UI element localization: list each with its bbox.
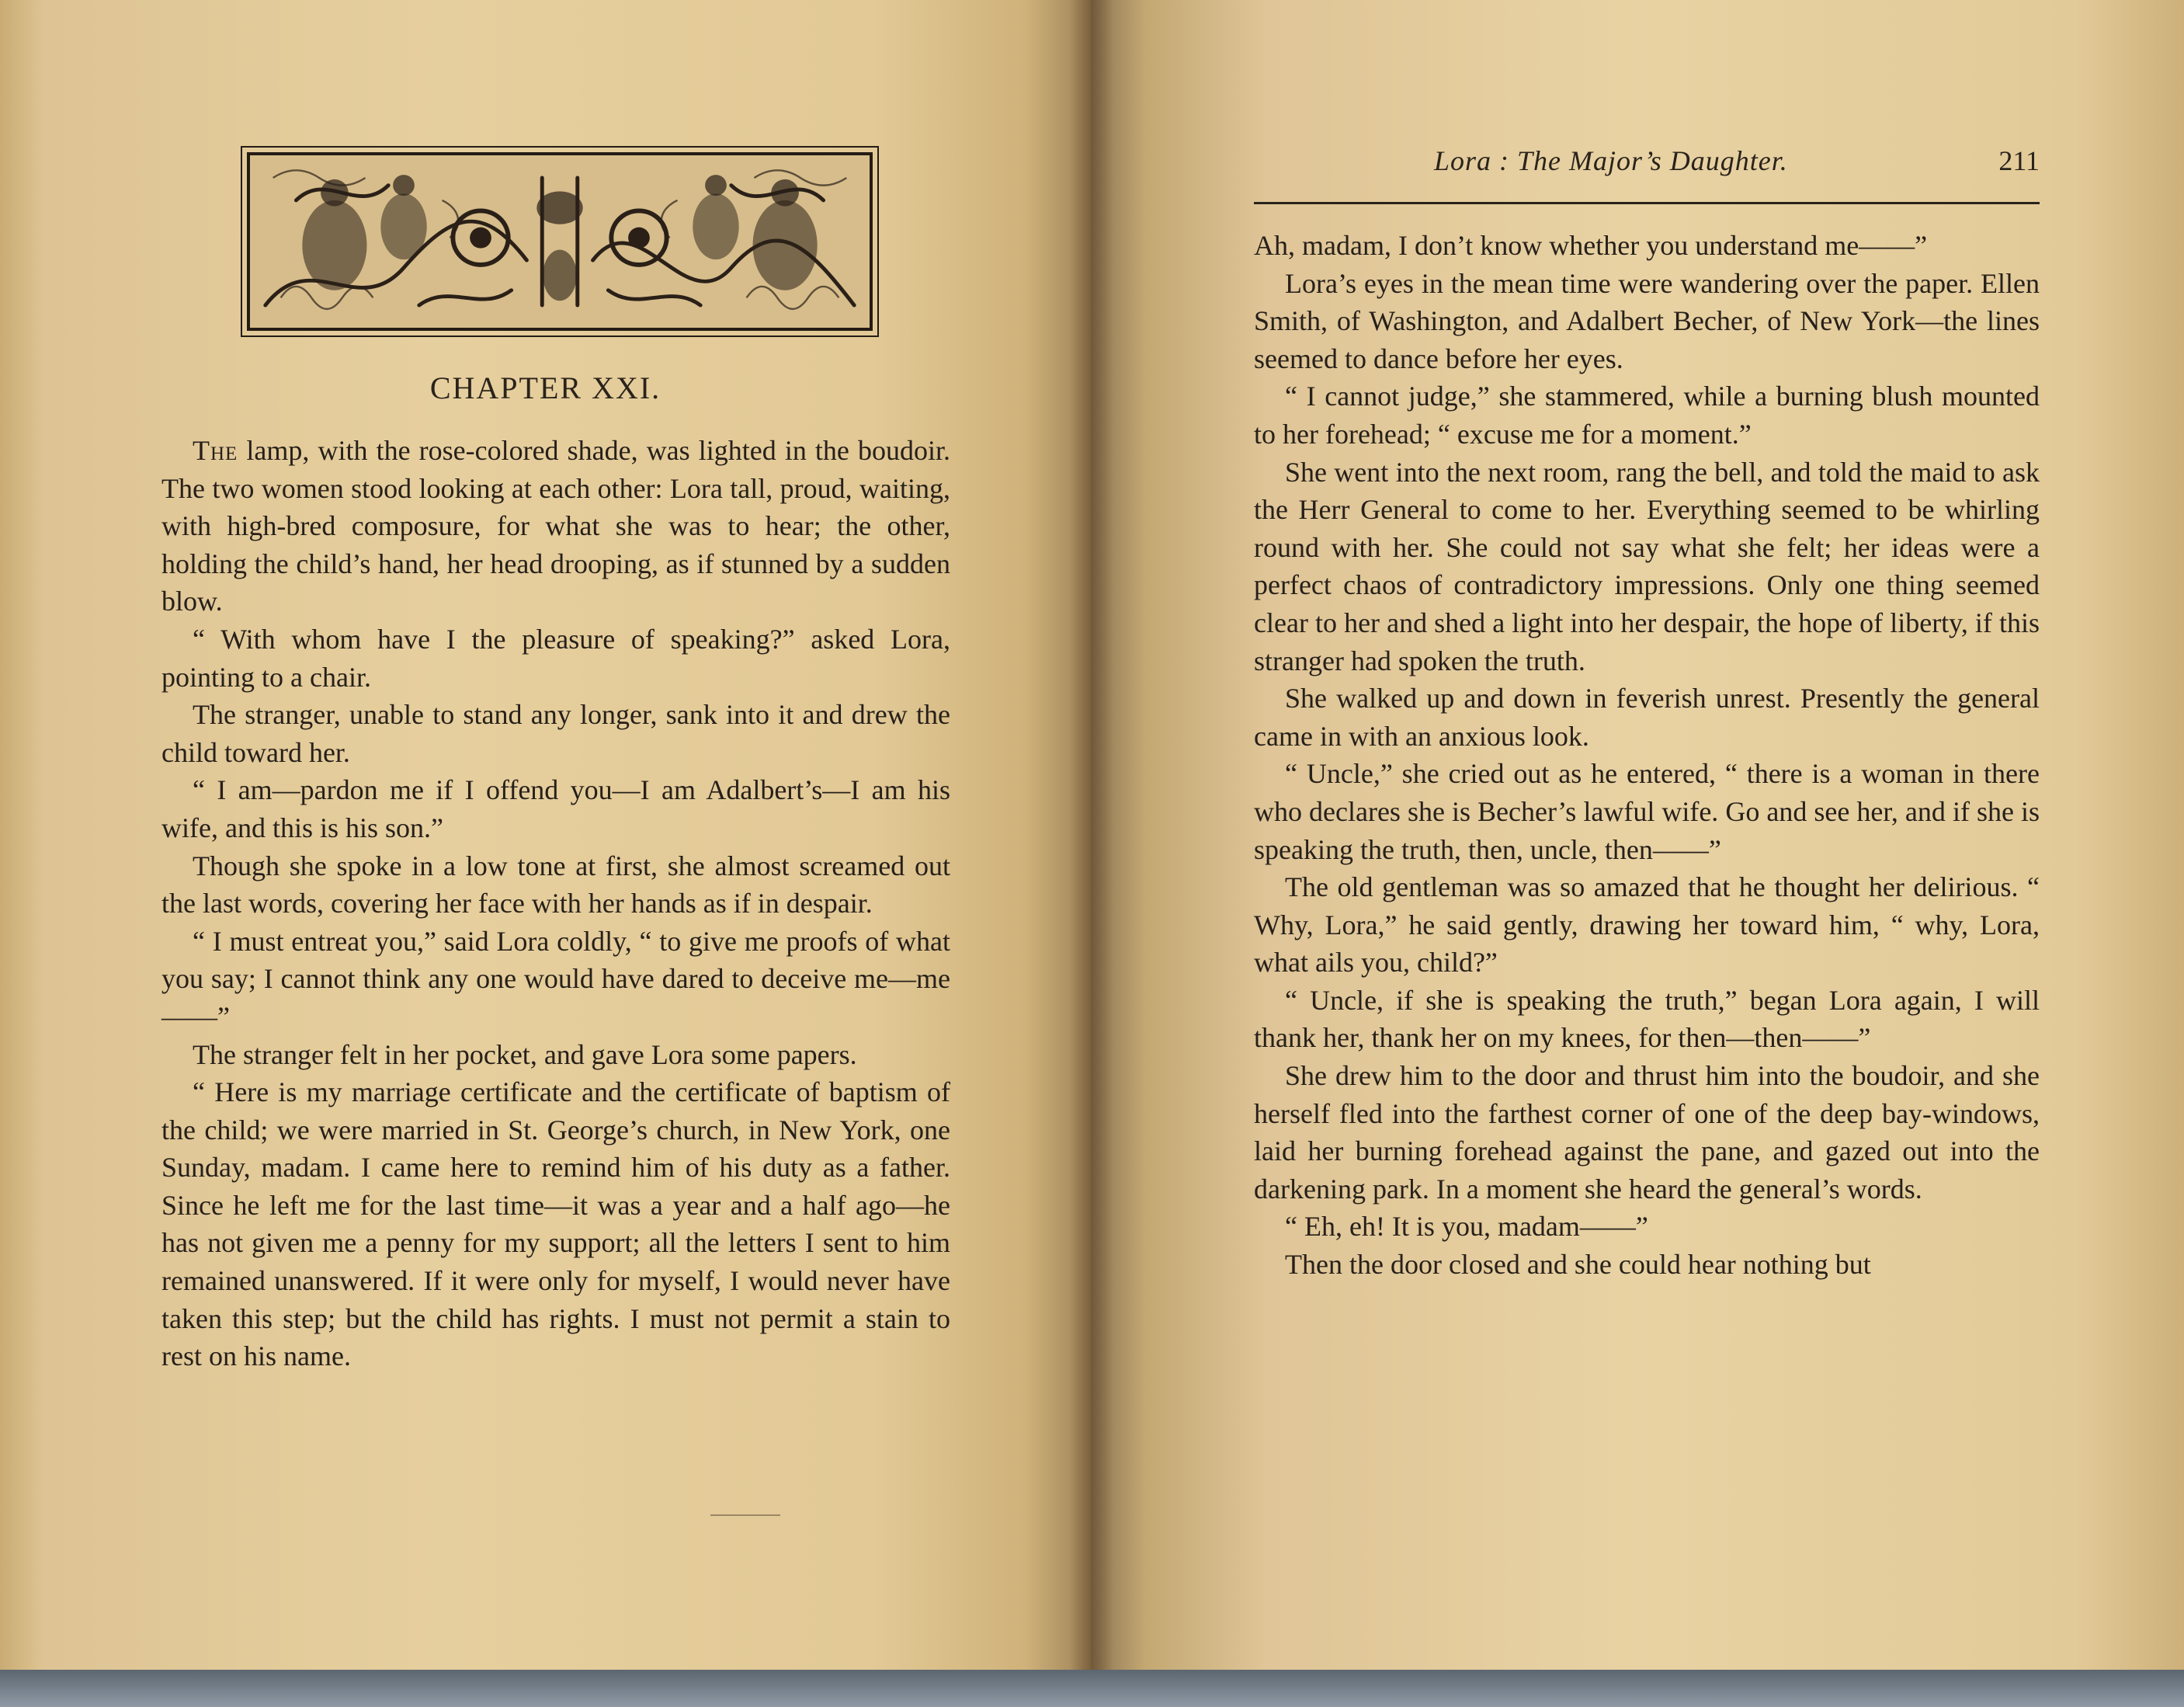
page-end-mark [710,1514,780,1516]
paragraph: She went into the next room, rang the bell, and told the maid to ask the Herr General to come to her. Everything seemed to be whirling round with her. She could not say what she felt; her ideas were a perfect chaos of contradictory impressions. Only one thing seemed clear to her and shed a light into her despair, the hope of liberty, if this stranger had spoken the truth. [1254,456,2040,676]
paragraph: The old gentleman was so amazed that he thought her delirious. “ Why, Lora,” he said gently, drawing her toward him, “ why, Lora, what ails you, child?” [1254,871,2040,979]
paragraph: The stranger felt in her pocket, and gave Lora some papers. [193,1038,857,1070]
paragraph: “ I must entreat you,” said Lora coldly, “ to give me proofs of what you say; I cannot think any one would have dared to deceive me—me——” [161,925,950,1032]
header-rule [1254,202,2040,204]
paragraph: “ Here is my marriage certificate and the certificate of baptism of the child; we were married in St. George’s church, in New York, one Sunday, madam. I came here to remind him of his duty as a father. Since he left me for the last time—it was a year and a half ago—he has not given me a penny for my support; all the letters I sent to him remained unanswered. If it were only for myself, I would never have taken this step; but the child has rights. I must not permit a stain to rest on his name. [161,1076,950,1372]
paragraph-lead-word: The [193,435,238,466]
paragraph: Though she spoke in a low tone at first, she almost screamed out the last words, covering her face with her hands as if in despair. [161,850,950,920]
paragraph-text: lamp, with the rose-colored shade, was lighted in the boudoir. The two women stood looking at each other: Lora tall, proud, waiting, with high-bred composure, for what she was to hear; the other, holding the child’s hand, her head drooping, as if stunned by a sudden blow. [161,435,950,617]
paragraph: Lora’s eyes in the mean time were wandering over the paper. Ellen Smith, of Washington, and Adalbert Becher, of New York—the lines seemed to dance before her eyes. [1254,267,2040,374]
right-body-text [1254,227,2040,1284]
paragraph: “ Uncle, if she is speaking the truth,” began Lora again, I will thank her, thank her on my knees, for then—then——” [1254,984,2040,1054]
paragraph: “ Eh, eh! It is you, madam——” [1285,1211,1648,1243]
running-head-title: Lora : The Major’s Daughter. [1434,145,1788,176]
left-body-text [161,432,950,1375]
scan-background [0,1670,2184,1707]
ornament-engraving-icon [250,155,870,328]
paragraph: “ I am—pardon me if I offend you—I am Adalbert’s—I am his wife, and this is his son.” [161,774,950,843]
paragraph: She drew him to the door and thrust him into the boudoir, and she herself fled into the farthest corner of one of the deep bay-windows, laid her burning forehead against the pane, and gazed out into the darkening park. In a moment she heard the general’s words. [1254,1060,2040,1205]
chapter-heading: CHAPTER XXI. [429,370,661,405]
paragraph: “ I cannot judge,” she stammered, while a burning blush mounted to her forehead; “ excuse me for a moment.” [1254,381,2040,450]
page-number: 211 [1998,145,2040,176]
paragraph: “ With whom have I the pleasure of speaking?” asked Lora, pointing to a chair. [161,623,950,693]
paragraph: Then the door closed and she could hear nothing but [1285,1249,1871,1281]
running-head [1254,144,2040,180]
paragraph: She walked up and down in feverish unrest. Presently the general came in with an anxious look. [1254,683,2040,752]
ornamental-vignette [247,152,873,331]
paragraph: “ Uncle,” she cried out as he entered, “ there is a woman in there who declares she is Becher’s lawful wife. Go and see her, and if she is speaking the truth, then, uncle, then——” [1254,758,2040,865]
left-page [0,0,1091,1676]
paragraph: Ah, madam, I don’t know whether you understand me——” [1254,230,1928,261]
book-spine [1070,0,1113,1676]
paragraph [161,432,950,621]
paragraph: The stranger, unable to stand any longer, sank into it and drew the child toward her. [161,699,950,768]
